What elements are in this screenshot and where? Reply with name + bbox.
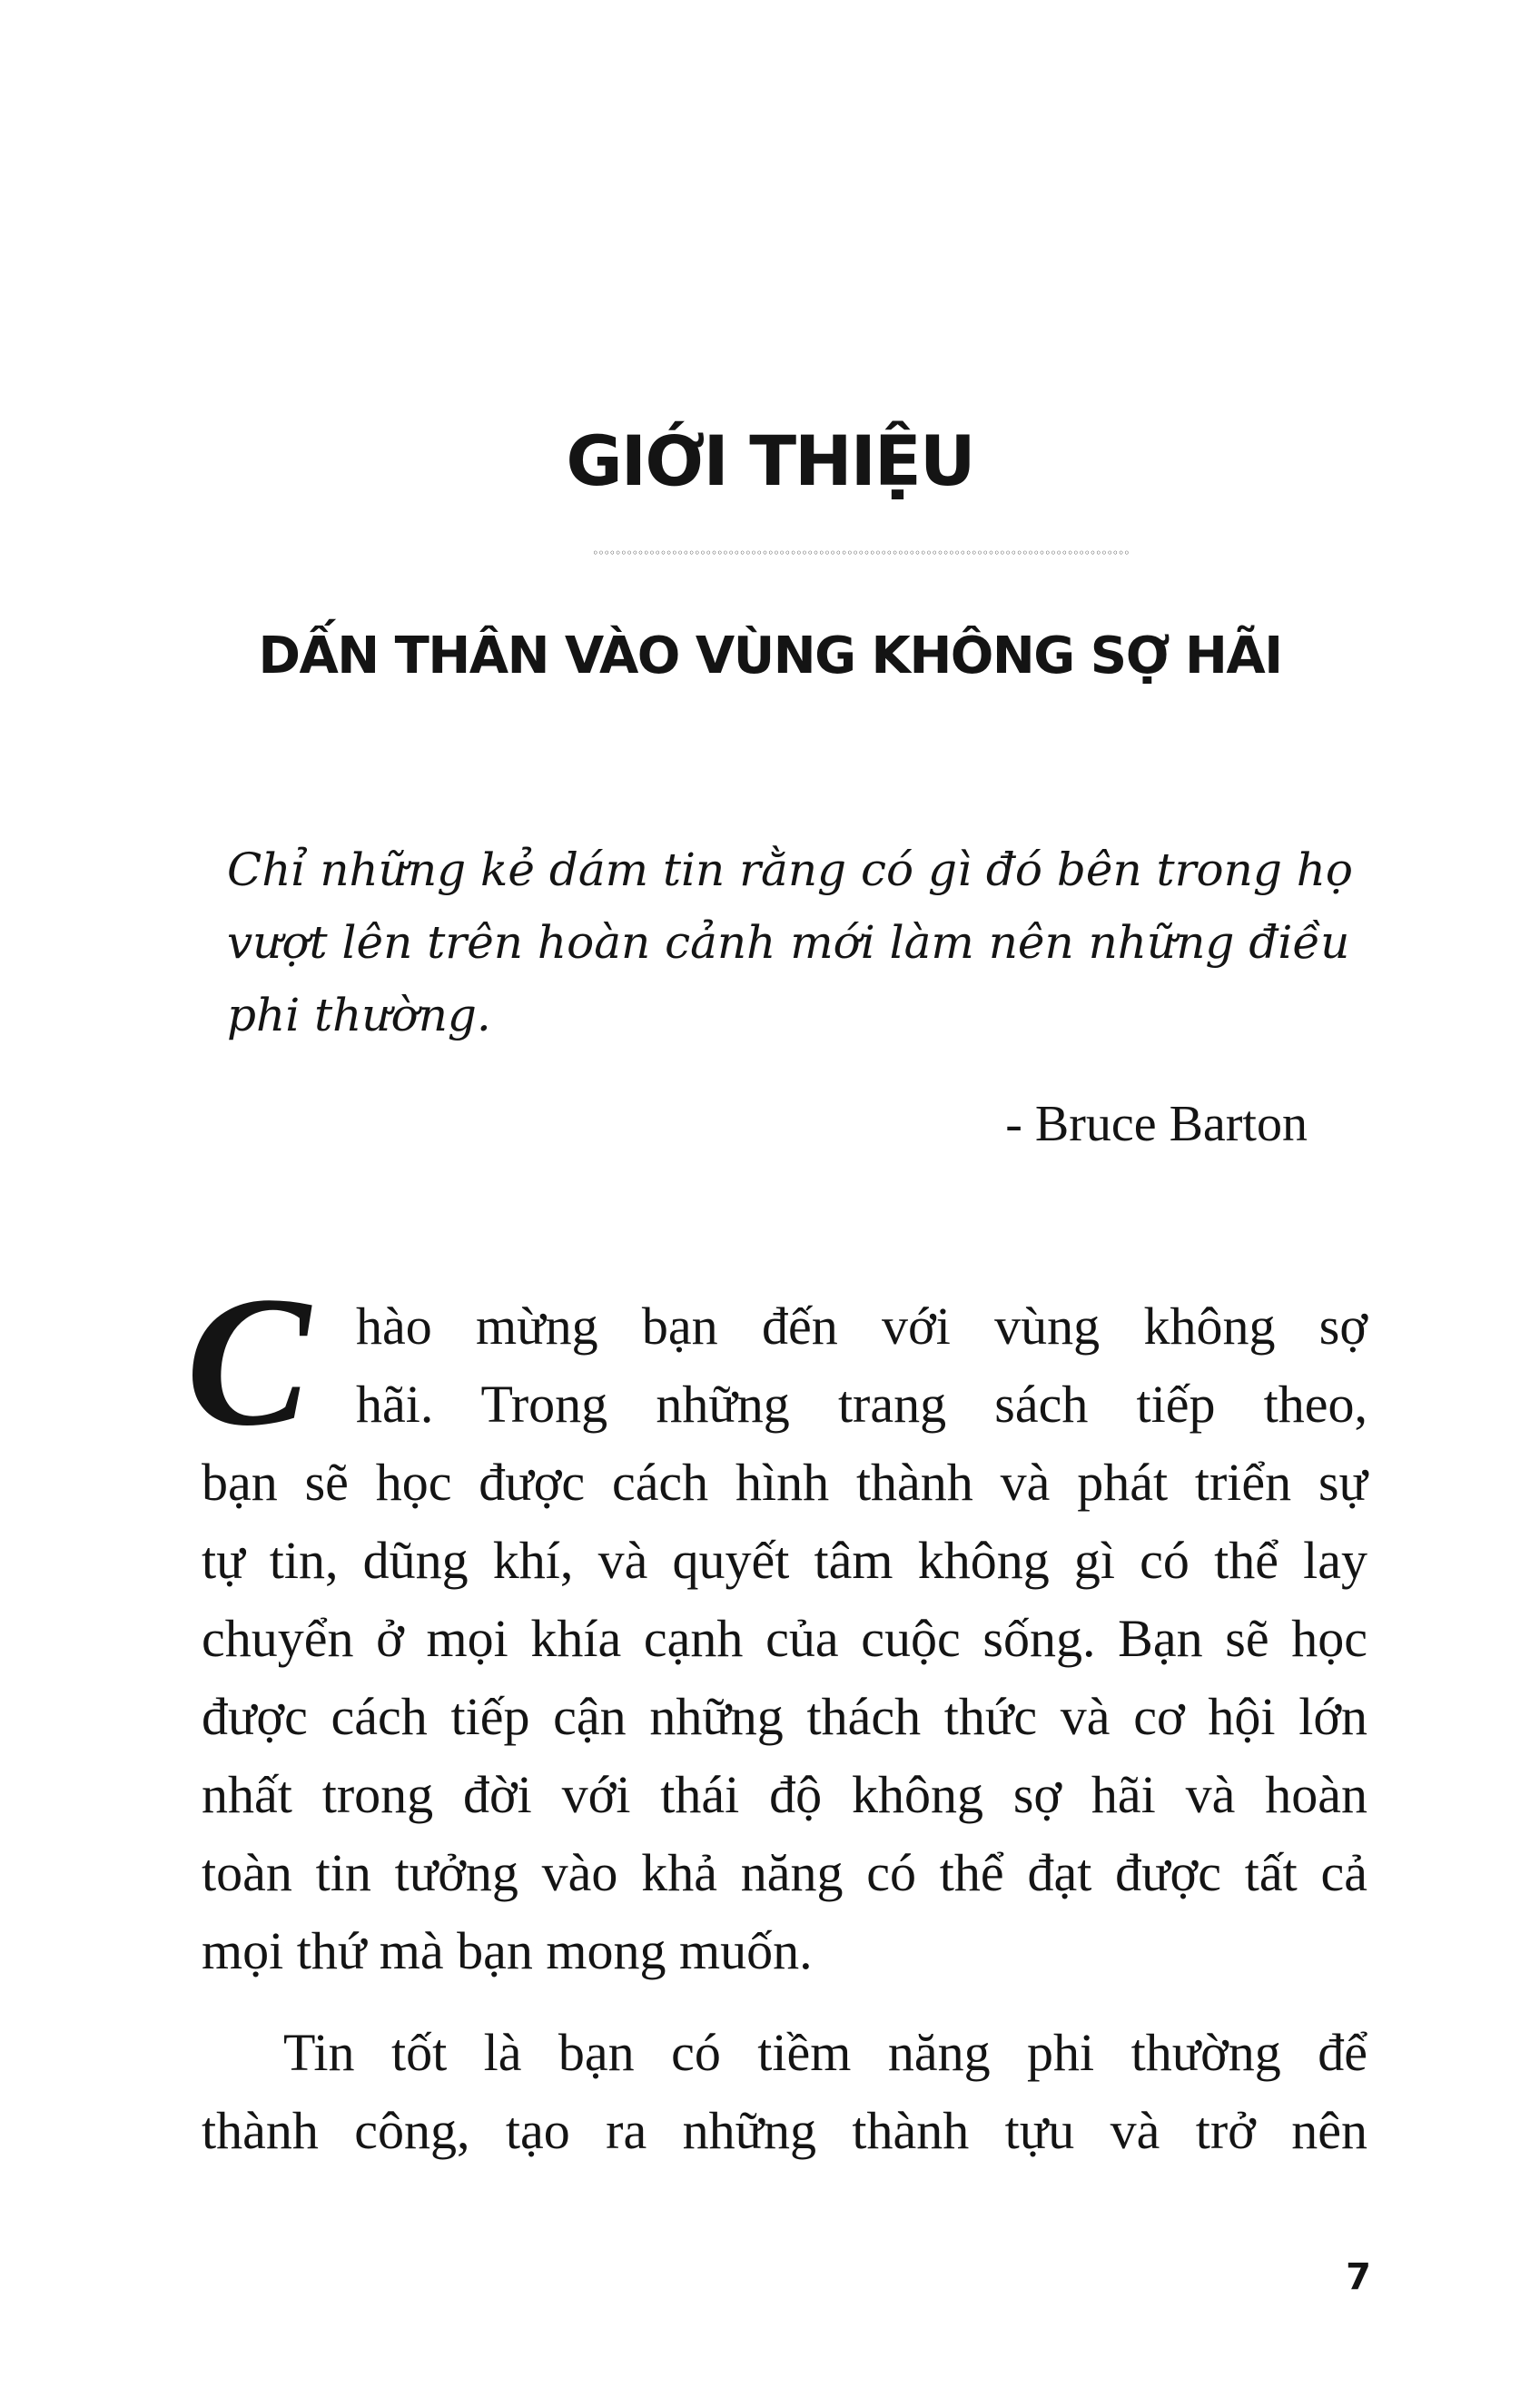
- epigraph-attribution: - Bruce Barton: [1005, 1096, 1308, 1152]
- paragraph-line: thành công, tạo ra những thành tựu và trở nên: [202, 2101, 1367, 2160]
- paragraph-line: tự tin, dũng khí, và quyết tâm không gì có thể lay: [202, 1531, 1367, 1590]
- paragraph-line: toàn tin tưởng vào khả năng có thể đạt được tất cả: [202, 1843, 1367, 1902]
- ornament-divider: ◦◦◦◦◦◦◦◦◦◦◦◦◦◦◦◦◦◦◦◦◦◦◦◦◦◦◦◦◦◦◦◦◦◦◦◦◦◦◦◦◦◦◦◦◦◦◦◦◦◦◦◦◦◦◦◦◦◦◦◦◦◦◦◦◦◦◦◦◦◦◦◦◦◦◦◦◦◦◦◦◦◦◦◦◦◦◦◦◦◦◦◦◦◦◦: [592, 547, 1130, 559]
- paragraph-line: hãi. Trong những trang sách tiếp theo,: [356, 1375, 1367, 1434]
- paragraph-line: Tin tốt là bạn có tiềm năng phi thường để: [283, 2023, 1367, 2082]
- drop-cap-letter: C: [186, 1258, 311, 1465]
- paragraph-line: mọi thứ mà bạn mong muốn.: [202, 1921, 813, 1980]
- epigraph-line: phi thường.: [227, 989, 491, 1041]
- paragraph-line: chuyển ở mọi khía cạnh của cuộc sống. Bạn sẽ học: [202, 1609, 1367, 1668]
- epigraph-quote: [227, 834, 1354, 1051]
- chapter-title: GIỚI THIỆU: [566, 420, 974, 501]
- paragraph-line: hào mừng bạn đến với vùng không sợ: [356, 1297, 1367, 1356]
- page-number: 7: [1346, 2256, 1371, 2298]
- body-paragraph-1: [202, 1287, 1367, 1990]
- epigraph-line: vượt lên trên hoàn cảnh mới làm nên những điều: [227, 916, 1350, 969]
- chapter-subtitle: DẤN THÂN VÀO VÙNG KHÔNG SỢ HÃI: [258, 626, 1282, 686]
- paragraph-line: bạn sẽ học được cách hình thành và phát triển sự: [202, 1453, 1367, 1512]
- paragraph-line: nhất trong đời với thái độ không sợ hãi và hoàn: [202, 1765, 1367, 1824]
- body-paragraph-2: [202, 2014, 1367, 2170]
- epigraph-line: Chỉ những kẻ dám tin rằng có gì đó bên trong họ: [227, 843, 1354, 896]
- paragraph-line: được cách tiếp cận những thách thức và cơ hội lớn: [202, 1687, 1367, 1746]
